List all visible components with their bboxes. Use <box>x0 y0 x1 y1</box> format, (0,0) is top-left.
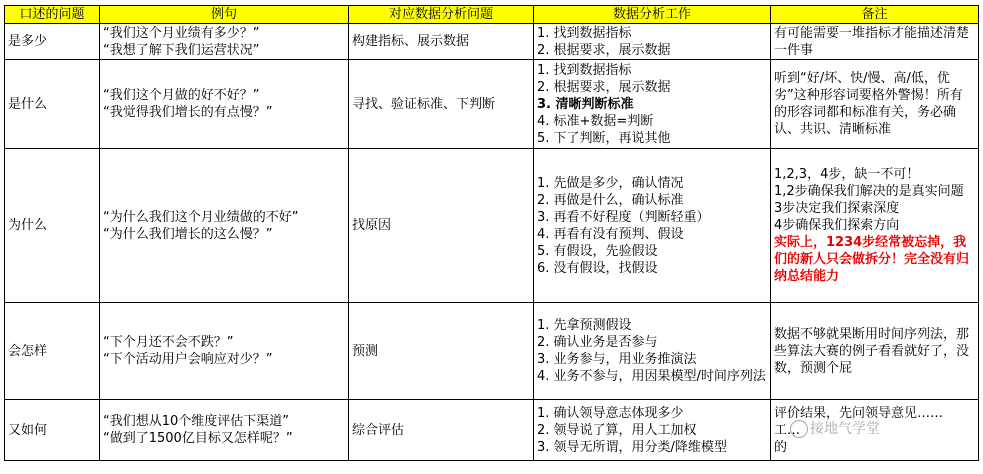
note-text: 1,2,3，4步，缺一不可！ <box>774 167 920 182</box>
question-cell: 是什么 <box>5 60 100 149</box>
work-step: 2. 根据要求，展示数据 <box>537 42 671 58</box>
example-line: “我想了解下我们运营状况” <box>103 42 260 58</box>
analysis-problem-cell: 构建指标、展示数据 <box>349 24 534 60</box>
note-emphasis: 实际上，1234步经常被忘掉，我们的新人只会做拆分！完全没有归纳总结能力 <box>774 235 970 284</box>
work-step: 4. 业务不参与，用因果模型/时间序列法 <box>537 369 766 384</box>
note-cell <box>771 60 979 149</box>
work-step: 2. 领导说了算，用人工加权 <box>537 422 697 438</box>
table-row <box>5 24 979 60</box>
header-analysis-work: 数据分析工作 <box>534 6 771 24</box>
note-text: 听到“好/坏、快/慢、高/低，优劣”这种形容词要格外警惕！所有的形容词都和标准有关，务必确认、共识、清晰标准 <box>774 71 963 137</box>
work-cell <box>534 149 771 303</box>
note-cell <box>771 303 979 400</box>
work-step: 1. 找到数据指标 <box>537 62 632 78</box>
work-cell <box>534 303 771 400</box>
header-analysis-problem: 对应数据分析问题 <box>349 6 534 24</box>
note-cell <box>771 400 979 461</box>
note-cell <box>771 24 979 60</box>
work-step: 4. 再看有没有预判、假设 <box>537 226 684 242</box>
note-text: 评价结果，先问领导意见…… <box>774 405 944 421</box>
table-row <box>5 303 979 400</box>
example-cell <box>100 303 349 400</box>
note-text: 工… <box>774 422 801 438</box>
note-text: 1,2步确保我们解决的是真实问题 <box>774 184 964 199</box>
note-text: 4步确保我们探索方向 <box>774 218 900 233</box>
example-line: “做到了1500亿目标又怎样呢？” <box>103 431 293 446</box>
work-step: 4. 标准+数据=判断 <box>537 113 654 129</box>
watermark-text: 接地气学堂 <box>810 421 880 437</box>
work-step: 3. 业务参与，用业务推演法 <box>537 352 697 367</box>
work-step: 2. 再做是什么，确认标准 <box>537 192 684 208</box>
work-cell <box>534 24 771 60</box>
header-note: 备注 <box>771 6 979 24</box>
work-step: 1. 先做是多少，确认情况 <box>537 175 684 191</box>
note-cell <box>771 149 979 303</box>
work-step: 5. 下了判断，再说其他 <box>537 130 671 146</box>
work-step: 2. 根据要求，展示数据 <box>537 79 671 95</box>
header-question: 口述的问题 <box>5 6 100 24</box>
work-step: 2. 确认业务是否参与 <box>537 335 658 350</box>
header-row <box>5 6 979 24</box>
example-cell <box>100 149 349 303</box>
work-cell <box>534 400 771 461</box>
example-cell <box>100 24 349 60</box>
note-text: 数据不够就果断用时间序列法，那些算法大赛的例子看看就好了，没数，预测个屁 <box>774 326 970 376</box>
example-cell <box>100 400 349 461</box>
work-step: 6. 没有假设，找假设 <box>537 260 658 276</box>
example-line: “为什么我们这个月业绩做的不好” <box>103 209 299 225</box>
analysis-problem-cell: 找原因 <box>349 149 534 303</box>
analysis-problem-cell: 预测 <box>349 303 534 400</box>
note-text: 的 <box>774 439 788 455</box>
example-line: “我觉得我们增长的有点慢？” <box>103 105 273 120</box>
example-line: “下个月还不会不跌？” <box>103 335 234 350</box>
example-line: “我们这个月做的好不好？” <box>103 88 260 103</box>
work-step: 3. 领导无所谓，用分类/降维模型 <box>537 439 727 455</box>
example-line: “我们想从10个维度评估下渠道” <box>103 414 290 429</box>
work-step: 5. 有假设，先验假设 <box>537 243 658 259</box>
note-text: 有可能需要一堆指标才能描述清楚一件事 <box>774 25 970 58</box>
question-cell: 会怎样 <box>5 303 100 400</box>
work-step: 1. 先拿预测假设 <box>537 318 632 333</box>
question-cell: 是多少 <box>5 24 100 60</box>
work-step: 1. 找到数据指标 <box>537 25 632 41</box>
example-cell <box>100 60 349 149</box>
question-cell: 又如何 <box>5 400 100 461</box>
note-text: 3步决定我们探索深度 <box>774 201 900 216</box>
work-cell <box>534 60 771 149</box>
work-step: 1. 确认领导意志体现多少 <box>537 405 684 421</box>
work-step: 3. 清晰判断标准 <box>537 96 634 112</box>
analysis-problem-cell: 寻找、验证标准、下判断 <box>349 60 534 149</box>
example-line: “下个活动用户会响应对少？” <box>103 352 273 367</box>
table-row <box>5 60 979 149</box>
example-line: “我们这个月业绩有多少？” <box>103 25 260 41</box>
example-line: “为什么我们增长的这么慢？” <box>103 226 273 242</box>
header-example: 例句 <box>100 6 349 24</box>
analysis-problem-cell: 综合评估 <box>349 400 534 461</box>
table-row <box>5 400 979 461</box>
table-row <box>5 149 979 303</box>
question-cell: 为什么 <box>5 149 100 303</box>
work-step: 3. 再看不好程度（判断轻重） <box>537 209 710 225</box>
data-analysis-table <box>4 5 979 461</box>
